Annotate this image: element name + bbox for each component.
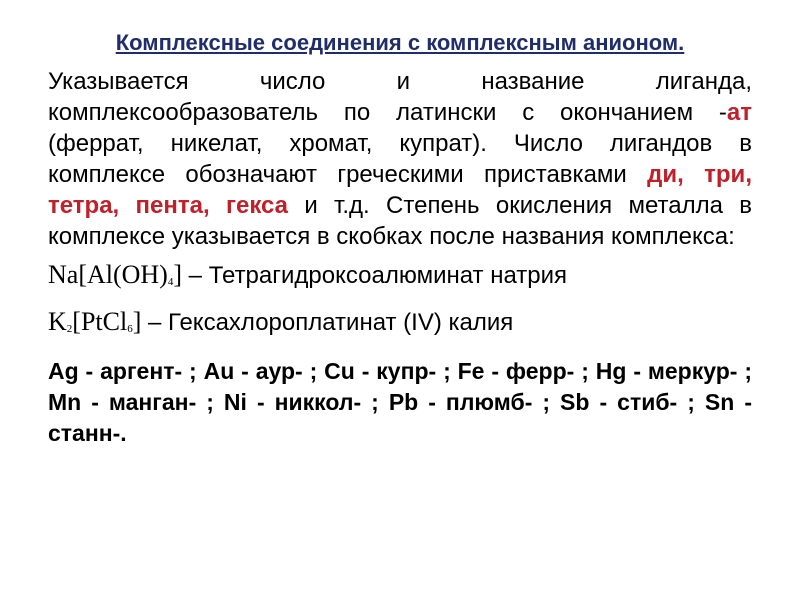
example-1-name: – Тетрагидроксоалюминат натрия xyxy=(182,262,568,289)
example-1-subscript: 4 xyxy=(167,276,174,288)
intro-paragraph xyxy=(48,66,752,252)
example-2-subscript-2: 6 xyxy=(127,323,133,335)
suffix-highlight: ат xyxy=(726,99,752,126)
latin-roots-paragraph: Ag - аргент- ; Au - аур- ; Cu - купр- ; Fe - ферр- ; Hg - меркур- ; Mn - манган- ; Ni - никкол- ; Pb - плюмб- ; Sb - стиб- ; Sn - станн-. xyxy=(48,358,752,446)
example-2-formula-c: ] xyxy=(132,307,142,336)
prefixes-highlight: ди, три, тетра, пента, гекса xyxy=(48,161,752,219)
example-2 xyxy=(48,305,752,346)
intro-text-3: и т.д. Степень окисления металла в комплексе указывается в скобках после названия комплекса: xyxy=(48,192,753,250)
example-2-name: – Гексахлороплатинат (IV) калия xyxy=(141,309,514,336)
example-1 xyxy=(48,258,752,299)
example-2-formula-b: [PtCl xyxy=(72,307,128,336)
example-1-formula-a: Na[Al(OH) xyxy=(48,260,168,289)
intro-text-1: Указывается число и название лиганда, комплексообразователь по латински с окончанием - xyxy=(48,68,752,126)
example-2-subscript-1: 2 xyxy=(66,323,73,335)
slide-title: Комплексные соединения с комплексным анионом. xyxy=(115,30,685,55)
intro-text-2: (феррат, никелат, хромат, купрат). Число лигандов в комплексе обозначают греческими приставками xyxy=(48,130,752,188)
example-1-formula-b: ] xyxy=(173,260,183,289)
example-2-formula-a: K xyxy=(48,307,67,336)
